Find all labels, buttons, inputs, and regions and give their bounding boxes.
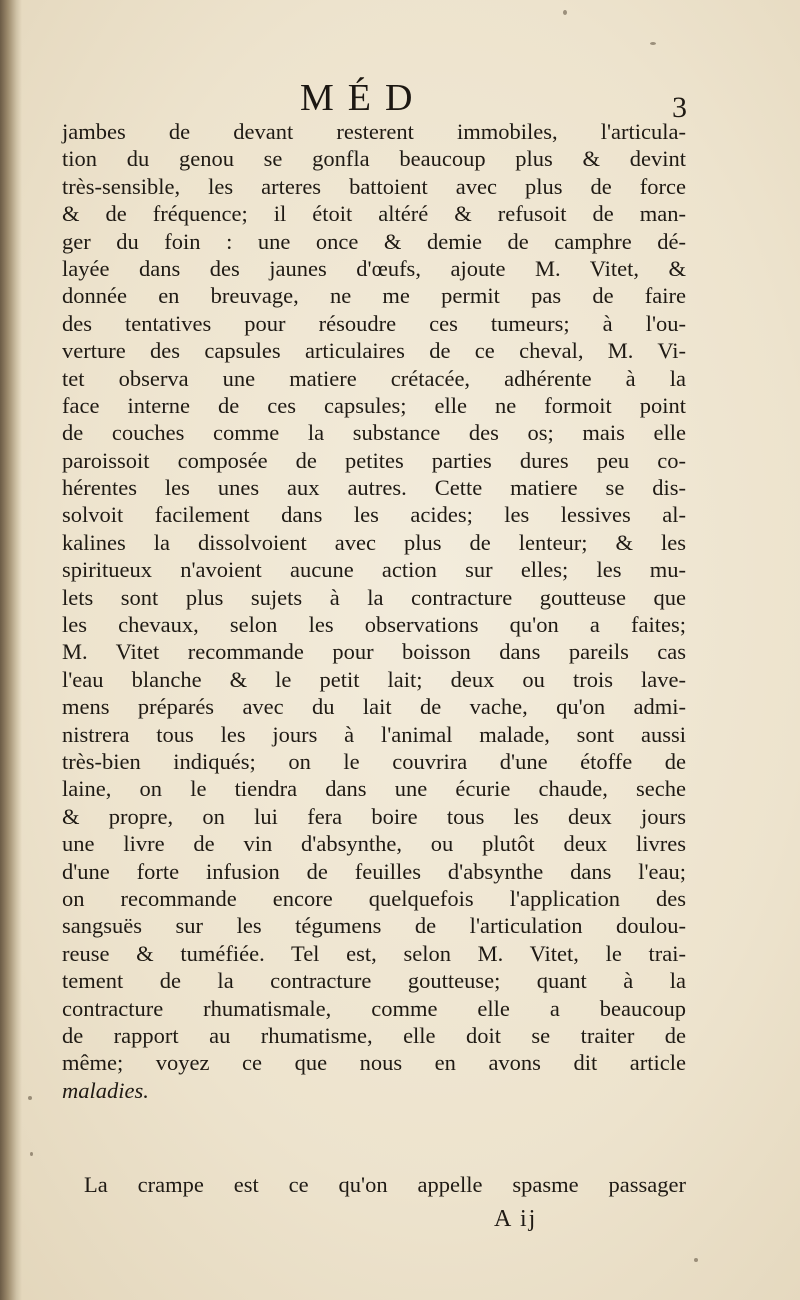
text-line: solvoit facilement dans les acides; les lessives al-: [62, 502, 686, 528]
text-line: les chevaux, selon les observations qu'on a faites;: [62, 612, 686, 638]
text-line: face interne de ces capsules; elle ne formoit point: [62, 392, 686, 418]
text-line: des tentatives pour résoudre ces tumeurs; à l'ou-: [62, 310, 686, 336]
text-line: maladies.: [62, 1077, 149, 1103]
text-line: d'une forte infusion de feuilles d'absynthe dans l'eau;: [62, 858, 686, 884]
text-line: ger du foin : une once & demie de camphre dé-: [62, 228, 686, 254]
text-line: jambes de devant resterent immobiles, l'articula-: [62, 119, 686, 144]
text-line: même; voyez ce que nous en avons dit article: [62, 1050, 686, 1076]
running-head: MÉD: [300, 77, 427, 119]
text-line: nistrera tous les jours à l'animal malade, sont aussi: [62, 721, 686, 747]
text-line: l'eau blanche & le petit lait; deux ou trois lave-: [62, 666, 686, 692]
text-line: laine, on le tiendra dans une écurie chaude, seche: [62, 776, 686, 802]
next-paragraph: La crampe est ce qu'on appelle spasme passager: [84, 1172, 686, 1197]
text-line: kalines la dissolvoient avec plus de lenteur; & les: [62, 529, 686, 555]
page-number: 3: [672, 91, 687, 124]
binding-shadow: [0, 0, 22, 1300]
text-line: reuse & tuméfiée. Tel est, selon M. Vitet, le trai-: [62, 940, 686, 966]
text-line: on recommande encore quelquefois l'application des: [62, 885, 686, 911]
body-text: [62, 118, 686, 1104]
paper-fleck: [650, 42, 656, 45]
text-line: verture des capsules articulaires de ce cheval, M. Vi-: [62, 338, 686, 364]
text-line: hérentes les unes aux autres. Cette matiere se dis-: [62, 475, 686, 501]
text-line: paroissoit composée de petites parties dures peu co-: [62, 447, 686, 473]
text-line: tion du genou se gonfla beaucoup plus & devint: [62, 146, 686, 172]
text-line: tet observa une matiere crétacée, adhérente à la: [62, 365, 686, 391]
text-line: très-sensible, les arteres battoient avec plus de force: [62, 173, 686, 199]
text-line: lets sont plus sujets à la contracture goutteuse que: [62, 584, 686, 610]
text-line: sangsuës sur les tégumens de l'articulation doulou-: [62, 913, 686, 939]
paper-fleck: [563, 10, 567, 15]
text-line: une livre de vin d'absynthe, ou plutôt deux livres: [62, 831, 686, 857]
text-line: mens préparés avec du lait de vache, qu'on admi-: [62, 694, 686, 720]
text-line: contracture rhumatismale, comme elle a beaucoup: [62, 995, 686, 1021]
paper-fleck: [28, 1096, 32, 1100]
text-line: spiritueux n'avoient aucune action sur elles; les mu-: [62, 557, 686, 583]
paper-fleck: [30, 1152, 33, 1156]
text-line: très-bien indiqués; on le couvrira d'une étoffe de: [62, 748, 686, 774]
text-line: tement de la contracture goutteuse; quant à la: [62, 968, 686, 994]
text-line: layée dans des jaunes d'œufs, ajoute M. Vitet, &: [62, 255, 686, 281]
text-line: M. Vitet recommande pour boisson dans pareils cas: [62, 639, 686, 665]
text-line: & propre, on lui fera boire tous les deux jours: [62, 803, 686, 829]
text-line: de rapport au rhumatisme, elle doit se traiter de: [62, 1022, 686, 1048]
text-line: donnée en breuvage, ne me permit pas de faire: [62, 283, 686, 309]
paper-fleck: [694, 1258, 698, 1262]
text-line: de couches comme la substance des os; mais elle: [62, 420, 686, 446]
page-header: [0, 72, 800, 124]
text-line: & de fréquence; il étoit altéré & refusoit de man-: [62, 201, 686, 227]
signature-mark: A ij: [494, 1206, 538, 1232]
